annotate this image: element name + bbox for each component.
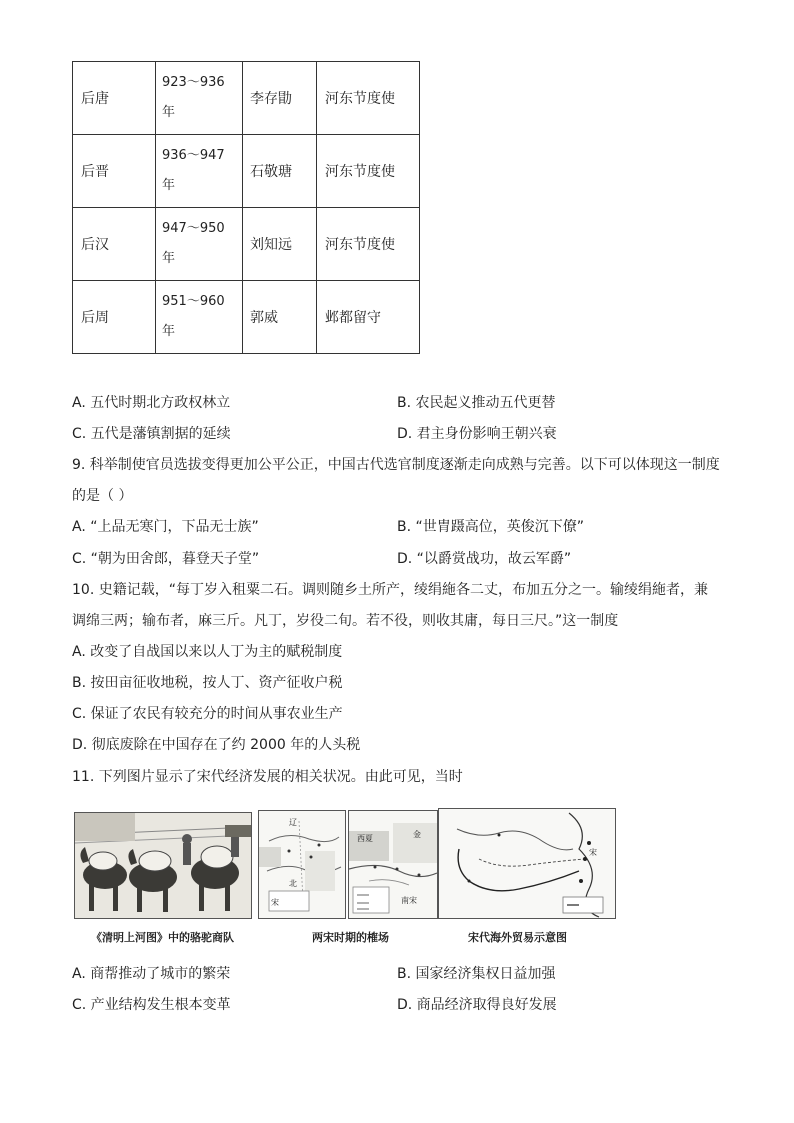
map-label-song: 宋	[271, 898, 279, 907]
years-start-end: 951～960	[162, 294, 225, 309]
map-label-song-3: 宋	[589, 848, 597, 857]
dynasty-cell: 后汉	[73, 208, 156, 281]
caption-border-markets: 两宋时期的榷场	[312, 931, 389, 944]
founder-cell: 郭威	[243, 281, 317, 354]
origin-cell: 河东节度使	[317, 62, 420, 135]
origin-cell: 邺都留守	[317, 281, 420, 354]
q9-stem-line1: 9. 科举制使官员选拔变得更加公平公正，中国古代选官制度逐渐走向成熟与完善。以下可以体现这一制度	[72, 457, 720, 473]
dynasty-cell: 后周	[73, 281, 156, 354]
table-row	[73, 62, 420, 135]
years-cell	[156, 135, 243, 208]
q8-option-c[interactable]: C. 五代是藩镇割据的延续	[72, 426, 231, 442]
years-unit: 年	[162, 105, 176, 120]
q11-stem: 11. 下列图片显示了宋代经济发展的相关状况。由此可见，当时	[72, 769, 463, 785]
years-start-end: 947～950	[162, 221, 225, 236]
map-southern-song-markets	[348, 810, 438, 919]
song-maritime-trade-map	[438, 808, 616, 919]
q10-option-c[interactable]: C. 保证了农民有较充分的时间从事农业生产	[72, 706, 343, 722]
q9-option-b[interactable]: B. “世胄蹑高位，英俊沉下僚”	[397, 519, 585, 535]
years-start-end: 923～936	[162, 75, 225, 90]
q8-option-d[interactable]: D. 君主身份影响王朝兴衰	[397, 426, 557, 442]
q9-stem-line2: 的是（ ）	[72, 488, 133, 504]
years-cell	[156, 208, 243, 281]
q10-stem-line2: 调绵三两；输布者，麻三斤。凡丁，岁役二旬。若不役，则收其庸，每日三尺。”这一制度	[72, 613, 619, 629]
years-unit: 年	[162, 178, 176, 193]
northern-song-map-drawing	[259, 811, 345, 918]
q9-option-d[interactable]: D. “以爵赏战功，故云军爵”	[397, 551, 572, 567]
q10-stem-line1: 10. 史籍记载，“每丁岁入租粟二石。调则随乡土所产，绫绢絁各二丈，布加五分之一。输绫绢絁者，兼	[72, 582, 708, 598]
q11-option-a[interactable]: A. 商帮推动了城市的繁荣	[72, 966, 231, 982]
q10-option-b[interactable]: B. 按田亩征收地税，按人丁、资产征收户税	[72, 675, 343, 691]
five-dynasties-table	[72, 61, 420, 354]
dynasty-cell: 后唐	[73, 62, 156, 135]
q11-option-b[interactable]: B. 国家经济集权日益加强	[397, 966, 556, 982]
maritime-map-drawing	[439, 809, 615, 918]
dynasty-cell: 后晋	[73, 135, 156, 208]
origin-cell: 河东节度使	[317, 135, 420, 208]
years-cell	[156, 281, 243, 354]
map-label-bei: 北	[289, 879, 297, 888]
map-label-nansong: 南宋	[401, 896, 417, 905]
founder-cell: 石敬瑭	[243, 135, 317, 208]
q11-option-d[interactable]: D. 商品经济取得良好发展	[397, 997, 557, 1013]
caption-camel-caravan: 《清明上河图》中的骆驼商队	[91, 931, 234, 944]
map-label-xixia: 西夏	[357, 834, 373, 843]
origin-cell: 河东节度使	[317, 208, 420, 281]
q10-option-d[interactable]: D. 彻底废除在中国存在了约 2000 年的人头税	[72, 737, 361, 753]
years-cell	[156, 62, 243, 135]
q10-option-a[interactable]: A. 改变了自战国以来以人丁为主的赋税制度	[72, 644, 343, 660]
table-row	[73, 281, 420, 354]
q8-option-b[interactable]: B. 农民起义推动五代更替	[397, 395, 556, 411]
caption-maritime-trade: 宋代海外贸易示意图	[468, 931, 567, 944]
camel-caravan-drawing	[75, 813, 251, 918]
years-unit: 年	[162, 324, 176, 339]
q9-option-c[interactable]: C. “朝为田舍郎，暮登天子堂”	[72, 551, 260, 567]
q8-option-a[interactable]: A. 五代时期北方政权林立	[72, 395, 231, 411]
founder-cell: 李存勖	[243, 62, 317, 135]
years-unit: 年	[162, 251, 176, 266]
camel-caravan-painting	[74, 812, 252, 919]
map-northern-song-markets	[258, 810, 346, 919]
years-start-end: 936～947	[162, 148, 225, 163]
map-label-liao: 辽	[289, 818, 297, 827]
table-row	[73, 135, 420, 208]
q11-option-c[interactable]: C. 产业结构发生根本变革	[72, 997, 231, 1013]
table-row	[73, 208, 420, 281]
map-label-jin: 金	[413, 830, 421, 839]
q9-option-a[interactable]: A. “上品无寒门，下品无士族”	[72, 519, 259, 535]
founder-cell: 刘知远	[243, 208, 317, 281]
southern-song-map-drawing	[349, 811, 437, 918]
